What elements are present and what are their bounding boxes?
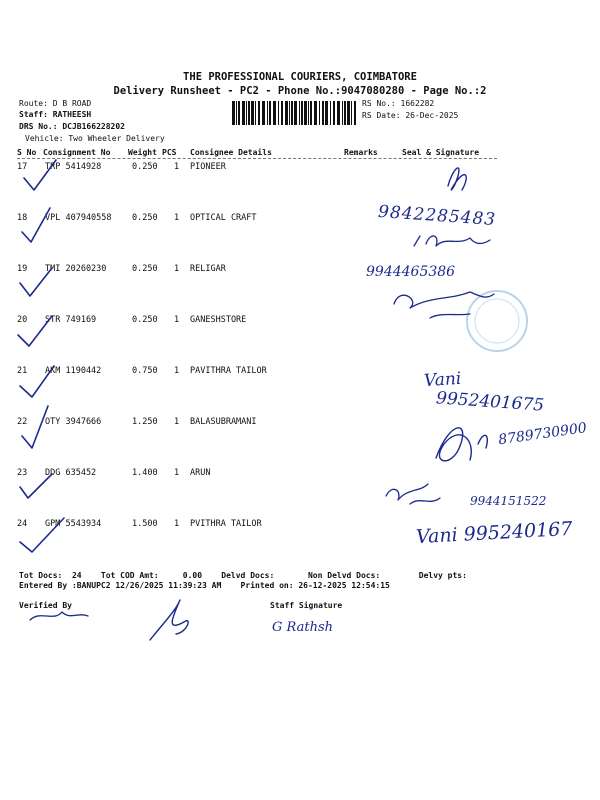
rs-date: RS Date: 26-Dec-2025: [362, 111, 459, 120]
row-consignee: PVITHRA TAILOR: [190, 519, 262, 529]
col-header-weight: Weight: [128, 148, 157, 157]
signature-17: [448, 168, 466, 190]
handwritten-phone-23: 9944151522: [470, 494, 547, 508]
row-pcs: 1: [174, 315, 180, 325]
verified-by-label: Verified By: [19, 601, 72, 610]
entered-signature: [150, 600, 188, 640]
company-title: THE PROFESSIONAL COURIERS, COIMBATORE: [183, 71, 417, 83]
row-weight: 0.250: [132, 264, 158, 274]
row-consignee: PIONEER: [190, 162, 226, 172]
row-consignment: STR 749169: [45, 315, 97, 325]
row-consignment: DDG 635452: [45, 468, 97, 478]
handwritten-phone-24: Vani 995240167: [415, 517, 573, 549]
row-pcs: 1: [174, 366, 180, 376]
staff-signature-label: Staff Signature: [270, 601, 343, 610]
col-header-consignee: Consignee Details: [190, 148, 272, 157]
row-consignment: TMI 20260230: [45, 264, 107, 274]
signature-18: [414, 236, 490, 246]
row-consignment: GPM 5543934: [45, 519, 102, 529]
row-pcs: 1: [174, 162, 180, 172]
row-weight: 1.250: [132, 417, 158, 427]
row-weight: 0.750: [132, 366, 158, 376]
handwritten-phone-21: 9952401675: [435, 388, 545, 416]
row-sno: 24: [17, 519, 28, 529]
row-weight: 1.400: [132, 468, 158, 478]
rs-number: RS No.: 1662282: [362, 99, 435, 108]
staff-handwritten-signature: G Rathsh: [272, 620, 333, 635]
vehicle-label: Vehicle: Two Wheeler Delivery: [25, 134, 165, 143]
drs-number: DRS No.: DCJB166228202: [19, 122, 125, 131]
handwritten-name-21: Vani: [423, 368, 462, 392]
row-consignment: VPL 407940558: [45, 213, 112, 223]
row-consignee: RELIGAR: [190, 264, 226, 274]
row-consignment: OTY 3947666: [45, 417, 102, 427]
col-header-consignment: Consignment No: [43, 148, 111, 157]
row-pcs: 1: [174, 468, 180, 478]
entered-line: Entered By :BANUPC2 12/26/2025 11:39:23 AM Printed on: 26-12-2025 12:54:15: [19, 581, 390, 590]
handwritten-phone-22: 8789730900: [497, 420, 588, 449]
route-label: Route: D B ROAD: [19, 99, 92, 108]
runsheet-subtitle: Delivery Runsheet - PC2 - Phone No.:9047080280 - Page No.:2: [113, 85, 487, 97]
row-pcs: 1: [174, 264, 180, 274]
staff-label: Staff: RATHEESH: [19, 110, 92, 119]
row-sno: 18: [17, 213, 28, 223]
row-consignee: ARUN: [190, 468, 211, 478]
row-weight: 0.250: [132, 315, 158, 325]
row-weight: 1.500: [132, 519, 158, 529]
verified-signature: [30, 612, 88, 620]
row-weight: 0.250: [132, 162, 158, 172]
col-header-remarks: Remarks: [344, 148, 378, 157]
row-consignee: OPTICAL CRAFT: [190, 213, 257, 223]
row-pcs: 1: [174, 519, 180, 529]
row-sno: 22: [17, 417, 28, 427]
signature-22: [436, 428, 487, 461]
row-consignment: AKM 1190442: [45, 366, 102, 376]
row-sno: 20: [17, 315, 28, 325]
totals-line: Tot Docs: 24 Tot COD Amt: 0.00 Delvd Docs: Non Delvd Docs: Delvy pts:: [19, 571, 467, 580]
col-header-signature: Seal & Signature: [402, 148, 480, 157]
row-pcs: 1: [174, 213, 180, 223]
row-weight: 0.250: [132, 213, 158, 223]
row-sno: 19: [17, 264, 28, 274]
col-header-sno: S No: [17, 148, 37, 157]
handwritten-phone-19: 9944465386: [366, 264, 456, 280]
signature-23: [386, 484, 440, 504]
row-consignee: GANESHSTORE: [190, 315, 247, 325]
handwritten-phone-18: 9842285483: [377, 201, 497, 231]
row-sno: 17: [17, 162, 28, 172]
row-sno: 23: [17, 468, 28, 478]
row-sno: 21: [17, 366, 28, 376]
row-consignment: TRP 5414928: [45, 162, 102, 172]
signature-19: [394, 292, 494, 318]
col-header-pcs: PCS: [162, 148, 177, 157]
row-consignee: PAVITHRA TAILOR: [190, 366, 267, 376]
row-consignee: BALASUBRAMANI: [190, 417, 257, 427]
row-pcs: 1: [174, 417, 180, 427]
